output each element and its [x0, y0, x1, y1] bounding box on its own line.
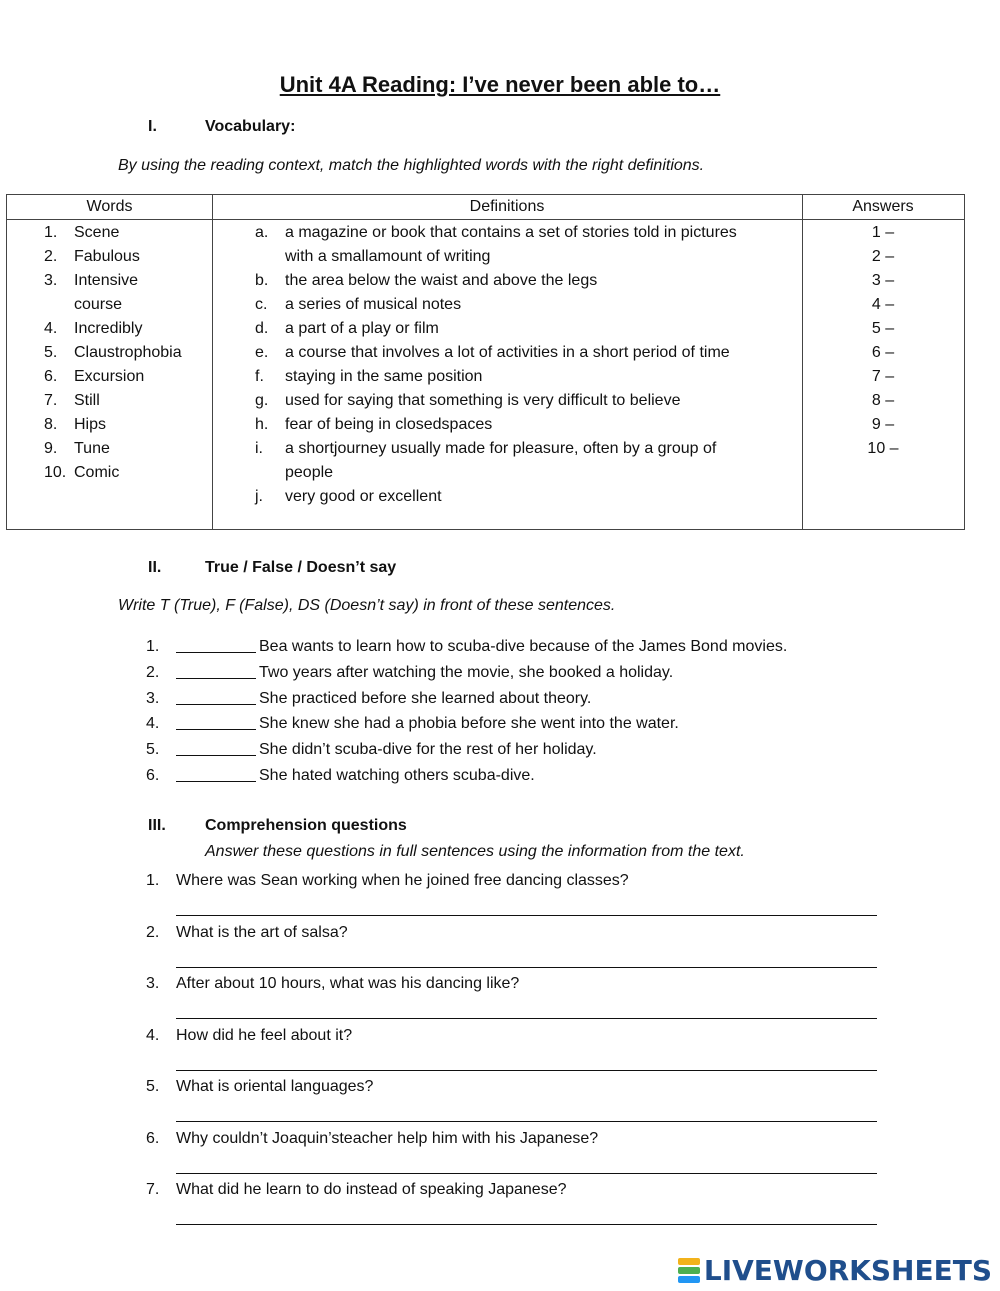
question-row: [146, 1074, 629, 1100]
true-false-item: [146, 711, 787, 737]
word-text: Excursion: [74, 368, 145, 385]
item-letter: c.: [255, 296, 268, 313]
answer-slot[interactable]: 1 –: [871, 224, 895, 241]
question-item: [146, 971, 629, 1023]
word-item: [7, 365, 212, 389]
item-letter: g.: [255, 392, 269, 409]
item-number: 7.: [146, 1181, 160, 1198]
word-item: [7, 293, 212, 317]
definition-text: fear of being in closedspaces: [285, 416, 493, 433]
answer-slot[interactable]: 3 –: [871, 272, 895, 289]
answer-blank[interactable]: [176, 739, 256, 756]
vocabulary-instruction: By using the reading context, match the highlighted words with the right definitions.: [118, 157, 705, 174]
definition-item: [212, 317, 802, 341]
vocabulary-table: [6, 194, 965, 530]
section-title: Comprehension questions: [205, 817, 407, 834]
answer-line[interactable]: [176, 967, 877, 968]
word-text: Hips: [74, 416, 107, 433]
definition-item: [212, 437, 802, 461]
item-number: 8.: [44, 416, 58, 433]
definition-text: people: [285, 464, 334, 481]
statement-text: She hated watching others scuba-dive.: [259, 766, 535, 784]
definition-item: [212, 245, 802, 269]
true-false-item: [146, 737, 787, 763]
logo-bar: [678, 1267, 700, 1274]
definitions-list: [212, 220, 802, 509]
statement-text: Two years after watching the movie, she booked a holiday.: [259, 663, 674, 681]
item-number: 3.: [146, 975, 160, 992]
item-number: 2.: [44, 248, 58, 265]
item-number: 4.: [146, 1026, 160, 1044]
answer-slot[interactable]: 10 –: [867, 440, 899, 457]
definitions-column: [212, 195, 803, 529]
item-number: 6.: [146, 766, 160, 784]
true-false-item: [146, 763, 787, 789]
item-number: 5.: [146, 741, 160, 759]
logo-bar: [678, 1276, 700, 1283]
definition-item: [212, 389, 802, 413]
word-item: [7, 413, 212, 437]
section-true-false-heading: [148, 559, 396, 577]
word-text: Claustrophobia: [74, 344, 182, 361]
brand-text: LIVEWORKSHEETS: [703, 1253, 992, 1287]
answer-slot[interactable]: 9 –: [871, 416, 895, 433]
item-letter: f.: [255, 368, 264, 385]
answer-blank[interactable]: [176, 713, 256, 730]
definition-text: with a smallamount of writing: [285, 248, 491, 265]
item-letter: j.: [255, 488, 263, 505]
question-row: [146, 971, 629, 997]
word-text: course: [74, 296, 123, 313]
item-number: 10.: [44, 464, 67, 481]
question-text: What is oriental languages?: [176, 1078, 374, 1095]
word-item: [7, 389, 212, 413]
word-item: [7, 461, 212, 485]
section-number: II.: [148, 559, 162, 576]
question-text: Where was Sean working when he joined free dancing classes?: [176, 872, 629, 889]
word-text: Incredibly: [74, 320, 143, 337]
worksheet-title: Unit 4A Reading: I’ve never been able to…: [279, 72, 721, 97]
question-row: [146, 868, 629, 894]
definition-text: a part of a play or film: [285, 320, 439, 337]
item-number: 5.: [146, 1078, 160, 1095]
item-letter: i.: [255, 440, 263, 457]
question-text: Why couldn’t Joaquin’steacher help him with his Japanese?: [176, 1129, 599, 1147]
answer-slot[interactable]: 2 –: [871, 248, 895, 265]
definition-text: used for saying that something is very difficult to believe: [285, 392, 681, 409]
item-number: 3.: [146, 689, 160, 707]
question-item: [146, 868, 629, 920]
item-letter: b.: [255, 272, 269, 289]
answer-blank[interactable]: [176, 765, 256, 782]
item-number: 4.: [44, 320, 58, 337]
true-false-item: [146, 660, 787, 686]
definition-text: a series of musical notes: [285, 296, 462, 313]
answer-blank[interactable]: [176, 688, 256, 705]
word-item: [7, 269, 212, 293]
word-text: Comic: [74, 464, 120, 481]
definition-item: [212, 221, 802, 245]
section-number: I.: [148, 118, 157, 135]
definition-item: [212, 293, 802, 317]
section-number: III.: [148, 817, 166, 834]
definition-item: [212, 485, 802, 509]
true-false-item: [146, 634, 787, 660]
word-text: Intensive: [74, 272, 139, 289]
item-letter: d.: [255, 320, 269, 337]
item-number: 6.: [44, 368, 58, 385]
statement-text: Bea wants to learn how to scuba-dive because of the James Bond movies.: [259, 638, 788, 655]
answer-blank[interactable]: [176, 636, 256, 653]
answer-slot[interactable]: 5 –: [871, 320, 895, 337]
word-item: [7, 317, 212, 341]
definition-text: the area below the waist and above the legs: [285, 272, 598, 289]
definition-item: [212, 341, 802, 365]
definition-text: a shortjourney usually made for pleasure, often by a group of: [285, 440, 717, 457]
questions-list: [146, 868, 629, 1229]
item-number: 5.: [44, 344, 58, 361]
item-number: 6.: [146, 1129, 160, 1147]
word-item: [7, 245, 212, 269]
answer-line[interactable]: [176, 1224, 877, 1225]
definition-item: [212, 413, 802, 437]
liveworksheets-brand: [678, 1255, 992, 1285]
item-number: 1.: [146, 638, 160, 655]
answer-line[interactable]: [176, 1018, 877, 1019]
item-number: 4.: [146, 715, 160, 733]
answers-list: [802, 220, 964, 461]
item-number: 9.: [44, 440, 58, 457]
comprehension-instruction: Answer these questions in full sentences using the information from the text.: [205, 843, 745, 860]
definition-text: a course that involves a lot of activities in a short period of time: [285, 344, 730, 361]
item-number: 1.: [146, 872, 160, 889]
section-title: Vocabulary:: [205, 118, 296, 135]
definition-text: a magazine or book that contains a set of stories told in pictures: [285, 224, 737, 241]
word-text: Scene: [74, 224, 120, 241]
liveworksheets-logo-icon: [678, 1257, 700, 1284]
answer-line[interactable]: [176, 915, 877, 916]
words-column: [7, 195, 213, 529]
question-item: [146, 1074, 629, 1126]
section-comprehension-heading: [148, 817, 407, 835]
question-text: After about 10 hours, what was his dancing like?: [176, 975, 520, 992]
question-text: What is the art of salsa?: [176, 923, 348, 941]
answer-line[interactable]: [176, 1121, 877, 1122]
answers-column: [802, 195, 964, 529]
item-number: 3.: [44, 272, 58, 289]
definition-item: [212, 365, 802, 389]
word-item: [7, 437, 212, 461]
definition-item: [212, 269, 802, 293]
definition-text: staying in the same position: [285, 368, 483, 385]
definitions-header: Definitions: [212, 195, 802, 220]
true-false-instruction: Write T (True), F (False), DS (Doesn’t say) in front of these sentences.: [118, 597, 616, 614]
words-list: [7, 220, 212, 485]
statement-text: She practiced before she learned about theory.: [259, 689, 592, 707]
section-title: True / False / Doesn’t say: [205, 559, 397, 576]
question-item: [146, 1023, 629, 1075]
answer-slot[interactable]: 4 –: [871, 296, 895, 313]
answers-header: Answers: [802, 195, 964, 220]
question-item: [146, 920, 629, 972]
definition-text: very good or excellent: [285, 488, 442, 505]
question-text: How did he feel about it?: [176, 1026, 353, 1044]
statement-text: She didn’t scuba-dive for the rest of her holiday.: [259, 741, 597, 759]
definition-item: [212, 461, 802, 485]
logo-bar: [678, 1258, 700, 1265]
question-row: [146, 1177, 629, 1203]
true-false-list: [146, 634, 787, 789]
answer-slot[interactable]: 6 –: [871, 344, 895, 361]
statement-text: She knew she had a phobia before she went into the water.: [259, 715, 679, 733]
item-number: 2.: [146, 663, 160, 681]
question-row: [146, 1126, 629, 1152]
item-letter: a.: [255, 224, 269, 241]
answer-blank[interactable]: [176, 662, 256, 679]
true-false-item: [146, 686, 787, 712]
answer-line[interactable]: [176, 1173, 877, 1174]
answer-slot[interactable]: 8 –: [871, 392, 895, 409]
question-row: [146, 1023, 629, 1049]
item-number: 1.: [44, 224, 58, 241]
question-row: [146, 920, 629, 946]
word-item: [7, 221, 212, 245]
item-number: 2.: [146, 923, 160, 941]
item-number: 7.: [44, 392, 58, 409]
item-letter: e.: [255, 344, 269, 361]
item-letter: h.: [255, 416, 269, 433]
question-item: [146, 1177, 629, 1229]
word-item: [7, 341, 212, 365]
section-vocabulary-heading: [148, 118, 295, 136]
question-item: [146, 1126, 629, 1178]
word-text: Tune: [74, 440, 110, 457]
words-header: Words: [7, 195, 212, 220]
question-text: What did he learn to do instead of speaking Japanese?: [176, 1181, 567, 1198]
answer-line[interactable]: [176, 1070, 877, 1071]
word-text: Fabulous: [74, 248, 140, 265]
answer-slot[interactable]: 7 –: [871, 368, 895, 385]
word-text: Still: [74, 392, 100, 409]
